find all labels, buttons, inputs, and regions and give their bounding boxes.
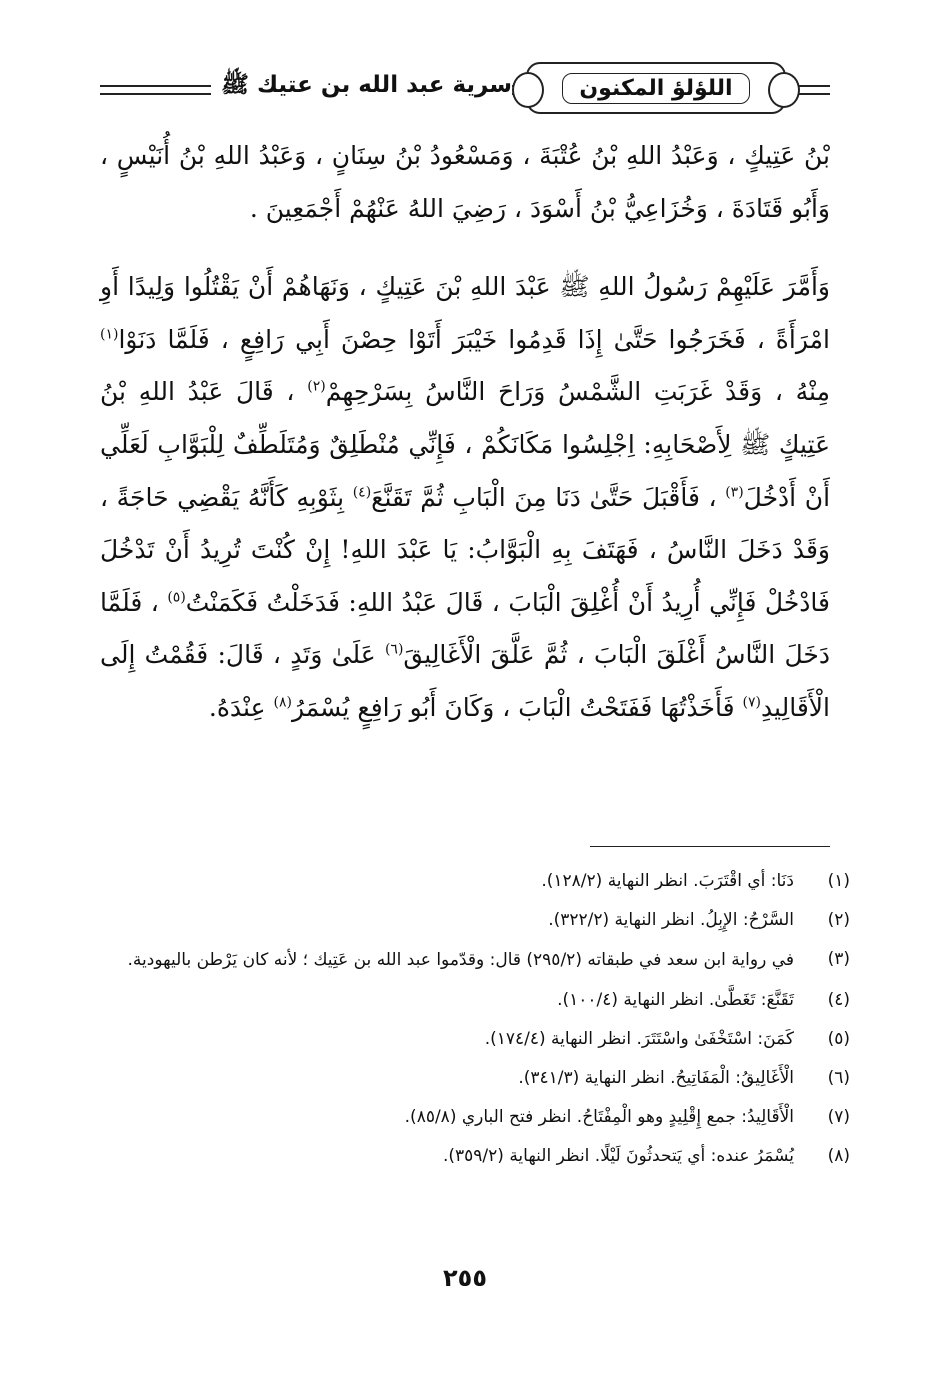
footnote-text: الْأَقَالِيدُ: جمع إِقْلِيدٍ وهو الْمِفْتَاحُ. انظر فتح الباري (٨٥/٨). (404, 1107, 794, 1127)
footnote (100, 1020, 850, 1058)
footnote-number: (١) (827, 871, 850, 891)
footnote (100, 940, 850, 980)
text-segment: عِنْدَهُ. (208, 692, 274, 722)
footnote (100, 1137, 850, 1175)
footnote-number: (٣) (827, 949, 850, 969)
footnote-number: (٦) (827, 1068, 850, 1088)
footnote-text: في رواية ابن سعد في طبقاته (٢٩٥/٢) قال: وقدّموا عبد الله بن عَتِيك ؛ لأنه كان يَرْطن باليهودية. (127, 950, 794, 970)
text-segment: مِنْهُ ، وَقَدْ غَرَبَتِ الشَّمْسُ وَرَاحَ النَّاسُ بِسَرْحِهِمْ (325, 377, 830, 407)
footnote-ref: (٣) (725, 484, 744, 501)
footnote (100, 1059, 850, 1097)
footnote-text: كَمَنَ: اسْتَخْفَىٰ واسْتَتَرَ. انظر النهاية (١٧٤/٤). (484, 1029, 794, 1049)
page-header (100, 60, 830, 116)
footnote-ref: (١) (100, 326, 119, 343)
footnote-ref: (٧) (742, 694, 761, 711)
chapter-title: سرية عبد الله بن عتيك ﷺ (211, 70, 512, 104)
footnote-number: (٧) (827, 1107, 850, 1127)
footnote-ref: (٤) (352, 484, 372, 501)
footnote-ref: (٢) (307, 379, 326, 396)
text-segment: بِثَوْبِهِ كَأَنَّهُ يَقْضِي حَاجَةً ، وَقَدْ دَخَلَ النَّاسُ ، فَهَتَفَ بِهِ الْبَوَّابُ: يَا عَبْدَ اللهِ! إِنْ كُنْتَ تُرِيدُ أَنْ تَدْخُلَ فَادْخُلْ فَإِنِّي أُرِيدُ أَنْ أُغْلِقَ الْبَابَ ، قَالَ عَبْدُ اللهِ: فَدَخَلْتُ فَكَمَنْتُ (100, 482, 830, 617)
footnotes (100, 862, 850, 1176)
footnote-text: الْأَغَالِيقُ: الْمَفَاتِيحُ. انظر النهاية (٣٤١/٣). (518, 1068, 794, 1088)
book-title-ornament (526, 62, 786, 114)
paragraph-2 (100, 261, 830, 734)
paragraph-1: بْنُ عَتِيكٍ ، وَعَبْدُ اللهِ بْنُ عُتْبَةَ ، وَمَسْعُودُ بْنُ سِنَانٍ ، وَعَبْدُ اللهِ بْنُ أُنَيْسٍ ، وَأَبُو قَتَادَةَ ، وَخُزَاعِيُّ بْنُ أَسْوَدَ ، رَضِيَ اللهُ عَنْهُمْ أَجْمَعِينَ . (100, 141, 830, 223)
footnote-text: دَنَا: أي اقْتَرَبَ. انظر النهاية (١٢٨/٢). (541, 871, 794, 891)
text-segment: ، فَلَمَّا دَخَلَ النَّاسُ أَغْلَقَ الْبَابَ ، ثُمَّ عَلَّقَ الْأَغَالِيقَ (100, 587, 830, 670)
footnote-ref: (٥) (167, 589, 186, 606)
text-segment: ، فَأَقْبَلَ حَتَّىٰ دَنَا مِنَ الْبَابِ ثُمَّ تَقَنَّعَ (371, 482, 726, 512)
footnote-number: (٨) (827, 1146, 850, 1166)
footnote (100, 981, 850, 1019)
footnote-text: يُسْمَرُ عنده: أي يَتحدثُونَ لَيْلًا. انظر النهاية (٣٥٩/٢). (442, 1146, 794, 1166)
footnote-ref: (٦) (384, 642, 404, 659)
footnote-number: (٥) (827, 1029, 850, 1049)
footnote-text: السَّرْحُ: الإِبِلُ. انظر النهاية (٣٢٢/٢). (548, 910, 794, 930)
footnote-number: (٤) (827, 990, 850, 1010)
text-segment: وَأَمَّرَ عَلَيْهِمْ رَسُولُ اللهِ ﷺ عَبْدَ اللهِ بْنَ عَتِيكٍ ، وَنَهَاهُمْ أَنْ يَقْتُلُوا وَلِيدًا أَوِ امْرَأَةً ، فَخَرَجُوا حَتَّىٰ إِذَا قَدِمُوا خَيْبَرَ أَتَوْا حِصْنَ أَبِي رَافِعٍ ، فَلَمَّا دَنَوْا (100, 272, 830, 354)
footnote (100, 862, 850, 900)
footnote-separator (590, 846, 830, 847)
text-segment: عَلَىٰ وَتَدٍ ، قَالَ: فَقُمْتُ إِلَى الْأَقَالِيدِ (100, 640, 830, 722)
main-text (100, 130, 830, 735)
text-segment: فَأَخَذْتُهَا فَفَتَحْتُ الْبَابَ ، وَكَانَ أَبُو رَافِعٍ يُسْمَرُ (291, 692, 743, 722)
footnote-text: تَقَنَّعَ: تَغَطَّىٰ. انظر النهاية (١٠٠/٤). (557, 990, 794, 1010)
footnote-ref: (٨) (273, 694, 292, 711)
text-segment: ، قَالَ عَبْدُ اللهِ بْنُ عَتِيكٍ ﷺ لِأَصْحَابِهِ: اِجْلِسُوا مَكَانَكُمْ ، فَإِنِّي مُنْطَلِقٌ وَمُتَلَطِّفٌ لِلْبَوَّابِ لَعَلِّي أَنْ أَدْخُلَ (100, 377, 831, 512)
footnote (100, 901, 850, 939)
book-title: اللؤلؤ المكنون (562, 73, 749, 104)
footnote (100, 1098, 850, 1136)
footnote-number: (٢) (827, 910, 850, 930)
page-number: ٢٥٥ (443, 1264, 487, 1292)
